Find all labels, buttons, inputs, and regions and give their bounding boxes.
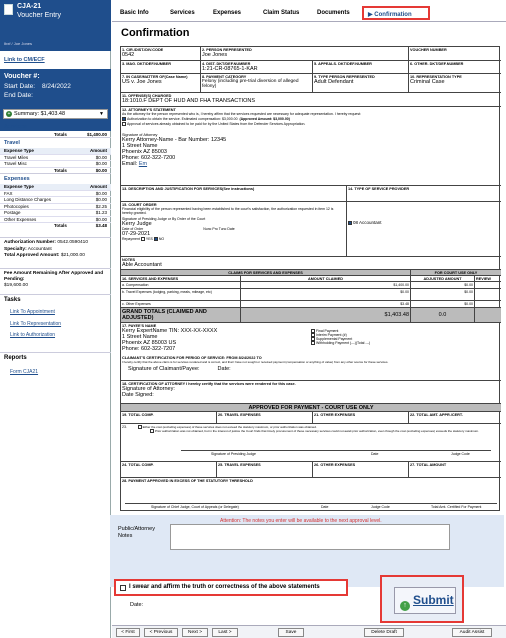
reports-section <box>0 352 111 382</box>
field-label: 22. TOTAL AMT. APPR./CERT. <box>410 412 463 417</box>
field-label: 17. PAYEE'S NAME <box>122 323 157 328</box>
row-type: Travel Misc <box>4 161 27 166</box>
field-13 <box>121 186 347 202</box>
services-totals: $1,400.00 <box>86 132 107 137</box>
attention-text: Attention: The notes you enter will be available to the next approval level. <box>220 518 382 524</box>
exp-label-a <box>121 282 241 289</box>
field-label: VOUCHER NUMBER <box>410 47 447 52</box>
row-amount: $0.00 <box>95 190 107 196</box>
tab-claim-status[interactable]: Claim Status <box>263 10 300 16</box>
row-amount: $2.25 <box>95 203 107 209</box>
field-label: 5. APPEALS. DKT/DEF.NUMBER <box>314 61 372 66</box>
checkbox <box>122 122 126 126</box>
field-26 <box>313 462 409 478</box>
cja21-form <box>120 46 500 511</box>
field-label: 9. TYPE PERSON REPRESENTED <box>314 74 375 79</box>
date-signed-label: Date Signed: <box>122 391 154 398</box>
field-label: 21. OTHER EXPENSES <box>314 412 356 417</box>
authorization-info <box>0 237 111 267</box>
grand-adjusted <box>411 308 475 323</box>
payee-phone: Phone: 602-322-7207 <box>122 345 176 352</box>
field-label: 12. ATTORNEY'S STATEMENT <box>122 107 176 112</box>
grand-review <box>475 308 501 323</box>
exp-adjusted: $0.00 <box>464 282 473 287</box>
claimant-sig-row <box>128 366 500 372</box>
col-label: REVIEW <box>476 276 491 281</box>
approval-option-label: Approval of services already obtained to be paid for by the United States from the Defender Services Appropriation. <box>127 121 306 126</box>
fee-remaining-label: Fee Amount Remaining After Approved and Pending: <box>4 271 104 282</box>
exp-claimed-a <box>241 282 411 289</box>
payment-option-label: Supplemental Payment <box>316 337 353 342</box>
field-label: 20. TRAVEL EXPENSES <box>218 412 261 417</box>
sig-claimant-label: Signature of Claimant/Payee: <box>128 365 200 372</box>
travel-totals: $0.00 <box>95 167 107 173</box>
summary-label: Summary: $1,403.48 <box>14 111 66 117</box>
swear-date-label: Date: <box>130 602 144 608</box>
judge-sig-line <box>181 450 491 451</box>
payment-option-label: Withholding Payment (---)(Total ---) <box>316 341 371 346</box>
field-22 <box>409 412 501 424</box>
yes-label: YES <box>145 236 153 241</box>
field-label: 6. OTHER. DKT/DEF.NUMBER <box>410 61 464 66</box>
attorney-email <box>122 161 500 167</box>
approved-amount: (Approved Amount: $3,000.00) <box>239 116 290 121</box>
field-17 <box>121 323 501 355</box>
tab-basic-info[interactable]: Basic Info <box>120 10 149 16</box>
cert-text: I hereby certify that the services were rendered for this case. <box>186 381 296 386</box>
authorization-option-label: Authorization to obtain the service. Estimated compensation: $3,000.00 <box>127 116 238 121</box>
payment-options <box>311 329 370 345</box>
chief-sig-line <box>125 503 497 504</box>
tab-services[interactable]: Services <box>170 10 195 16</box>
approved-header <box>121 404 501 412</box>
field-value: Felony (including pre-trial diversion of alleged felony) <box>202 78 299 89</box>
field-23 <box>121 424 501 462</box>
summary-dropdown[interactable] <box>3 109 108 119</box>
exp-label: b. Travel Expenses (lodging, parking, meals, mileage, etc) <box>122 289 212 294</box>
repayment-label: Repayment <box>122 236 140 241</box>
doc-icon <box>4 4 13 15</box>
field-label: 8. PAYMENT CATEGORY <box>202 74 247 79</box>
voucher-number <box>409 47 501 61</box>
field-value: 1:21-CR-08765-1-KAR <box>202 65 258 72</box>
tab-documents[interactable]: Documents <box>317 10 350 16</box>
payment-option-label: Interim Payment (#) <box>316 333 347 338</box>
total-cert-label: Total Amt. Certified For Payment <box>431 505 482 509</box>
col-label: ADJUSTED AMOUNT <box>423 276 462 281</box>
date-col-label: Date <box>371 452 379 456</box>
audit-assist-button[interactable]: Audit Assist <box>452 628 492 637</box>
exp-review-b <box>475 289 501 301</box>
claimant-text: I hereby certify that the above claim is for services rendered and is correct, and that I have not sought or received payment (compensation or anything of value) from any other source for these services. <box>122 359 389 364</box>
grand-claimed-value: $1,403.48 <box>384 311 409 318</box>
exp-claimed: $0.00 <box>400 289 409 294</box>
row-type: Photocopies <box>4 203 29 209</box>
field-label: 19. TOTAL COMP. <box>122 412 154 417</box>
field-label: 15. COURT ORDER <box>122 202 157 207</box>
exp-review-a <box>475 282 501 289</box>
tasks-title: Tasks <box>4 297 21 303</box>
row-amount: $0.00 <box>95 154 107 160</box>
claimant-period: FROM 8/24/2022 TO <box>226 355 262 360</box>
date-order-label: Date of Order <box>122 226 144 231</box>
chevron-down-icon: ▼ <box>99 111 104 117</box>
link-appointment[interactable]: Link To Appointment <box>10 309 55 315</box>
field-9 <box>313 74 409 93</box>
field-label: 14. TYPE OF SERVICE PROVIDER <box>348 186 410 191</box>
field-label: 18. CERTIFICATION OF ATTORNEY <box>122 381 186 386</box>
reports-title: Reports <box>4 355 27 361</box>
field-10 <box>409 74 501 93</box>
swear-label: I swear and affirm the truth or correctness of the above statements <box>129 584 320 590</box>
field-label: 10. REPRESENTATION TYPE <box>410 74 462 79</box>
sidebar-header <box>0 0 111 51</box>
field-label: 28. PAYMENT APPROVED IN EXCESS OF THE STATUTORY THRESHOLD <box>122 478 253 483</box>
approval-option <box>122 122 500 126</box>
field-label: NOTES <box>122 257 136 262</box>
voucher-label: Voucher #: <box>4 73 40 80</box>
claims-label: CLAIMS FOR SERVICES AND EXPENSES <box>228 270 303 275</box>
row-type: FAX <box>4 190 13 196</box>
col-label: 16. SERVICES AND EXPENSES <box>122 276 179 281</box>
radio-selected <box>154 237 158 241</box>
grand-totals-text: GRAND TOTALS (CLAIMED AND ADJUSTED) <box>122 308 207 321</box>
field-6 <box>409 61 501 74</box>
field-2 <box>201 47 409 61</box>
field-value: 0542 <box>122 51 135 58</box>
payee-name: Kerry ExpertName TIN: XXX-XX-XXXX <box>122 327 218 334</box>
attorney-phone: Phone: 602-322-7200 <box>122 155 176 162</box>
totals-label: Totals <box>54 132 67 137</box>
submit-label: Submit <box>413 593 454 607</box>
page-title: Confirmation <box>121 27 190 39</box>
swear-checkbox[interactable] <box>120 585 126 591</box>
row-type: Travel Miles <box>4 154 29 160</box>
grand-adjusted-value: 0.0 <box>438 311 447 318</box>
upload-arrow-icon: ↑ <box>400 601 410 611</box>
provider-row <box>348 221 500 225</box>
tab-bar <box>112 0 506 22</box>
row-amount: $0.00 <box>95 161 107 166</box>
row-type: Postage <box>4 210 21 215</box>
field-value: 18:1010.F DEPT OF HUD AND FHA TRANSACTIONS <box>122 97 256 104</box>
email-link[interactable]: Em <box>138 161 148 168</box>
field-label: 13. DESCRIPTION AND JUSTIFICATION FOR SERVICES(See instructions) <box>122 186 255 191</box>
notes <box>121 257 501 270</box>
specialty: Accountant <box>27 246 52 252</box>
date-col-label: Date <box>321 505 329 509</box>
field-label: 27. TOTAL AMOUNT <box>410 462 447 467</box>
exp-adjusted: $0.00 <box>464 289 473 294</box>
field-value: US v. Joe Jones <box>122 78 162 85</box>
specialty-label: Specialty: <box>4 246 27 252</box>
row-amount: $0.00 <box>95 197 107 202</box>
email-label: Email: <box>122 161 138 168</box>
expenses-title: Expenses <box>4 176 30 182</box>
row-amount: $1.23 <box>95 210 107 215</box>
checkbox <box>138 425 142 429</box>
travel-title: Travel <box>4 140 20 146</box>
col-amount: Amount <box>90 148 107 153</box>
chief-judge-label: Signature of Chief Judge, Court of Appeals (or Delegate) <box>151 505 239 509</box>
arrow-icon: ▶ <box>368 12 375 18</box>
field-value: Joe Jones <box>202 51 228 58</box>
fee-remaining-value: $19,600.00 <box>4 283 29 288</box>
presiding-label: Signature of Presiding Judge or By Order of the Court <box>122 216 206 221</box>
total-approved: $21,000.00 <box>60 253 85 258</box>
start-date: 8/24/2022 <box>42 83 71 90</box>
submit-button[interactable] <box>394 587 456 614</box>
nunc-label: Nunc Pro Tunc Date <box>203 226 235 231</box>
exp-label-c <box>121 301 241 308</box>
tasks-section <box>0 294 111 344</box>
field-14 <box>347 186 501 202</box>
checkbox-checked <box>122 117 126 121</box>
payment-option-label: Final Payment <box>316 329 339 333</box>
field-label: 1. CIR./DIST./DIV.CODE <box>122 47 164 52</box>
exp-review-c <box>475 301 501 308</box>
col-type: Expense Type <box>4 184 34 189</box>
field-11 <box>121 93 501 107</box>
approved-label: APPROVED FOR PAYMENT - COURT USE ONLY <box>248 404 374 411</box>
travel-section <box>0 137 111 177</box>
date-label: Date: <box>217 365 231 372</box>
field-7 <box>121 74 201 93</box>
exp-claimed-b <box>241 289 411 301</box>
col-type: Expense Type <box>4 148 34 153</box>
repayment-row <box>122 237 345 241</box>
payee-address: 1 Street Name <box>122 333 158 340</box>
link-cmecf[interactable]: Link to CM/ECF <box>4 57 45 63</box>
field-12 <box>121 107 501 186</box>
grand-claimed <box>241 308 411 323</box>
f23-opt2-label: Prior authorization was not obtained, but in the interest of justice the Court finds that timely procurement of these necessary services could not await prior authorization, even though the cost (excluding expenses) exceeds the statutory maximum. <box>155 428 480 433</box>
field-label: 24. TOTAL COMP. <box>122 462 154 467</box>
field-25 <box>217 462 313 478</box>
breadcrumb: Ibxf / Joe Jones <box>4 41 33 46</box>
claimant-cert <box>121 355 501 381</box>
expand-icon: + <box>7 111 11 117</box>
field-value: Adult Defendant <box>314 78 354 85</box>
row-amount: $0.00 <box>95 216 107 222</box>
sidebar <box>0 0 111 638</box>
tab-expenses[interactable]: Expenses <box>213 10 242 16</box>
field-label: 11. OFFENSE(S) CHARGED <box>122 93 172 98</box>
tab-confirmation[interactable] <box>362 6 430 20</box>
field-28 <box>121 478 501 512</box>
judge-code-label: Judge Code <box>371 505 390 509</box>
field-18 <box>121 381 501 404</box>
exp-adjusted-c <box>411 301 475 308</box>
authorization-option <box>122 117 500 121</box>
total-approved-label: Total Approved Amount: <box>4 253 60 258</box>
auth-number: 0542.0590410 <box>57 240 88 245</box>
field-19 <box>121 412 217 424</box>
checkbox <box>311 341 315 345</box>
exp-label-b <box>121 289 241 301</box>
bottom-nav <box>112 625 506 638</box>
fee-remaining <box>0 268 111 292</box>
attorney-city: Phoenix AZ 85003 <box>122 149 167 156</box>
expenses-totals-row <box>0 223 111 230</box>
notes-textarea[interactable] <box>170 524 450 550</box>
last-button[interactable]: Last > <box>212 628 238 637</box>
link-representation[interactable]: Link To Representation <box>10 321 62 327</box>
payment-option <box>311 341 370 345</box>
field-label: 26. OTHER EXPENSES <box>314 462 356 467</box>
sig-attorney2-label: Signature of Attorney: <box>122 385 175 392</box>
services-title: Services <box>4 124 27 130</box>
exp-claimed: $1,400.00 <box>393 282 409 287</box>
grand-totals-label <box>121 308 241 323</box>
provider-value: 08 Accountant <box>353 219 382 225</box>
statement-text: As the attorney for the person represented who is, I hereby affirm that the services requested are necessary for adequate representation. I hereby request: <box>122 111 362 116</box>
judge-code-label: Judge Code <box>451 452 470 456</box>
field-3 <box>121 61 201 74</box>
previous-button[interactable]: < Previous <box>144 628 178 637</box>
field-label: 23. <box>122 424 127 429</box>
exp-claimed-c <box>241 301 411 308</box>
sig-attorney-label: Signature of Attorney <box>122 132 158 137</box>
totals-label: Totals <box>54 167 67 173</box>
exp-claimed: $3.48 <box>400 301 409 306</box>
save-button[interactable]: Save <box>278 628 304 637</box>
notes-label: Public/Attorney Notes <box>118 526 155 539</box>
order-date: 07-29-2021 <box>122 230 151 237</box>
f23-opt2 <box>150 429 490 433</box>
presiding-judge-label: Signature of Presiding Judge <box>211 452 256 456</box>
checkbox-checked <box>348 221 352 225</box>
field-label: 7. IN CASE/MATTER OF(Case Name) <box>122 74 188 79</box>
field-21 <box>313 412 409 424</box>
field-label: 4. DIST. DKT/DEF.NUMBER <box>202 61 251 66</box>
field-20 <box>217 412 313 424</box>
totals-label: Totals <box>54 223 67 228</box>
exp-label: a. Compensation <box>122 282 149 287</box>
col-label: AMOUNT CLAIMED <box>307 276 343 281</box>
court-order-text: Financial eligibility of the person represented having been established to the court's satisfaction, the authorization requested in item 12 is hereby granted. <box>122 206 334 215</box>
attorney-address: 1 Street Name <box>122 143 158 150</box>
exp-label: c. Other Expenses <box>122 301 151 306</box>
col-amount: Amount <box>90 184 107 189</box>
submit-area <box>380 575 464 623</box>
payee-city: Phoenix AZ 85003 US <box>122 339 177 346</box>
field-label: 25. TRAVEL EXPENSES <box>218 462 261 467</box>
start-date-label: Start Date: <box>4 83 36 90</box>
no-label: NO <box>158 236 165 241</box>
expenses-totals: $3.48 <box>95 223 107 228</box>
court-use-label: FOR COURT USE ONLY <box>434 270 478 275</box>
exp-adjusted-a <box>411 282 475 289</box>
f23-opt1-label: Either the cost (excluding expenses) of these services does not exceed the statutory maximum, or prior authorization was obtained. <box>142 424 317 429</box>
field-5 <box>313 61 409 74</box>
link-authorization[interactable]: Link to Authorization <box>10 332 56 338</box>
next-button[interactable]: Next > <box>182 628 208 637</box>
claimant-label: CLAIMANT'S CERTIFICATION FOR PERIOD OF SERVICE: <box>122 355 226 360</box>
app-code: CJA-21 <box>17 3 42 10</box>
row-type: Other Expenses <box>4 216 37 222</box>
row-type: Long Distance Charges <box>4 197 52 202</box>
field-27 <box>409 462 501 478</box>
judge-name: Kerry Judge <box>122 220 152 227</box>
swear-affirm <box>114 579 348 596</box>
link-form-cja21[interactable]: Form CJA21 <box>10 369 39 375</box>
field-value: Able Accountant <box>122 261 162 268</box>
field-24 <box>121 462 217 478</box>
tab-confirmation-label: Confirmation <box>374 12 412 18</box>
first-button[interactable]: < First <box>116 628 140 637</box>
field-value: Criminal Case <box>410 78 445 85</box>
delete-draft-button[interactable]: Delete Draft <box>364 628 404 637</box>
field-4 <box>201 61 313 74</box>
field-15 <box>121 202 347 257</box>
exp-adjusted: $0.00 <box>464 301 473 306</box>
end-date-label: End Date: <box>4 92 33 99</box>
field-label: 2. PERSON REPRESENTED <box>202 47 252 52</box>
exp-adjusted-b <box>411 289 475 301</box>
radio <box>141 237 145 241</box>
checkbox <box>150 429 154 433</box>
field-label: 3. MAG. DKT/DEF.NUMBER <box>122 61 171 66</box>
expenses-section <box>0 173 111 231</box>
auth-number-label: Authorization Number: <box>4 240 56 245</box>
field-1 <box>121 47 201 61</box>
field-8 <box>201 74 313 93</box>
provider-type <box>347 202 501 257</box>
attorney-name: Kerry Attorney-Name - Bar Number: 12345 <box>122 137 227 144</box>
app-title: Voucher Entry <box>17 12 61 19</box>
